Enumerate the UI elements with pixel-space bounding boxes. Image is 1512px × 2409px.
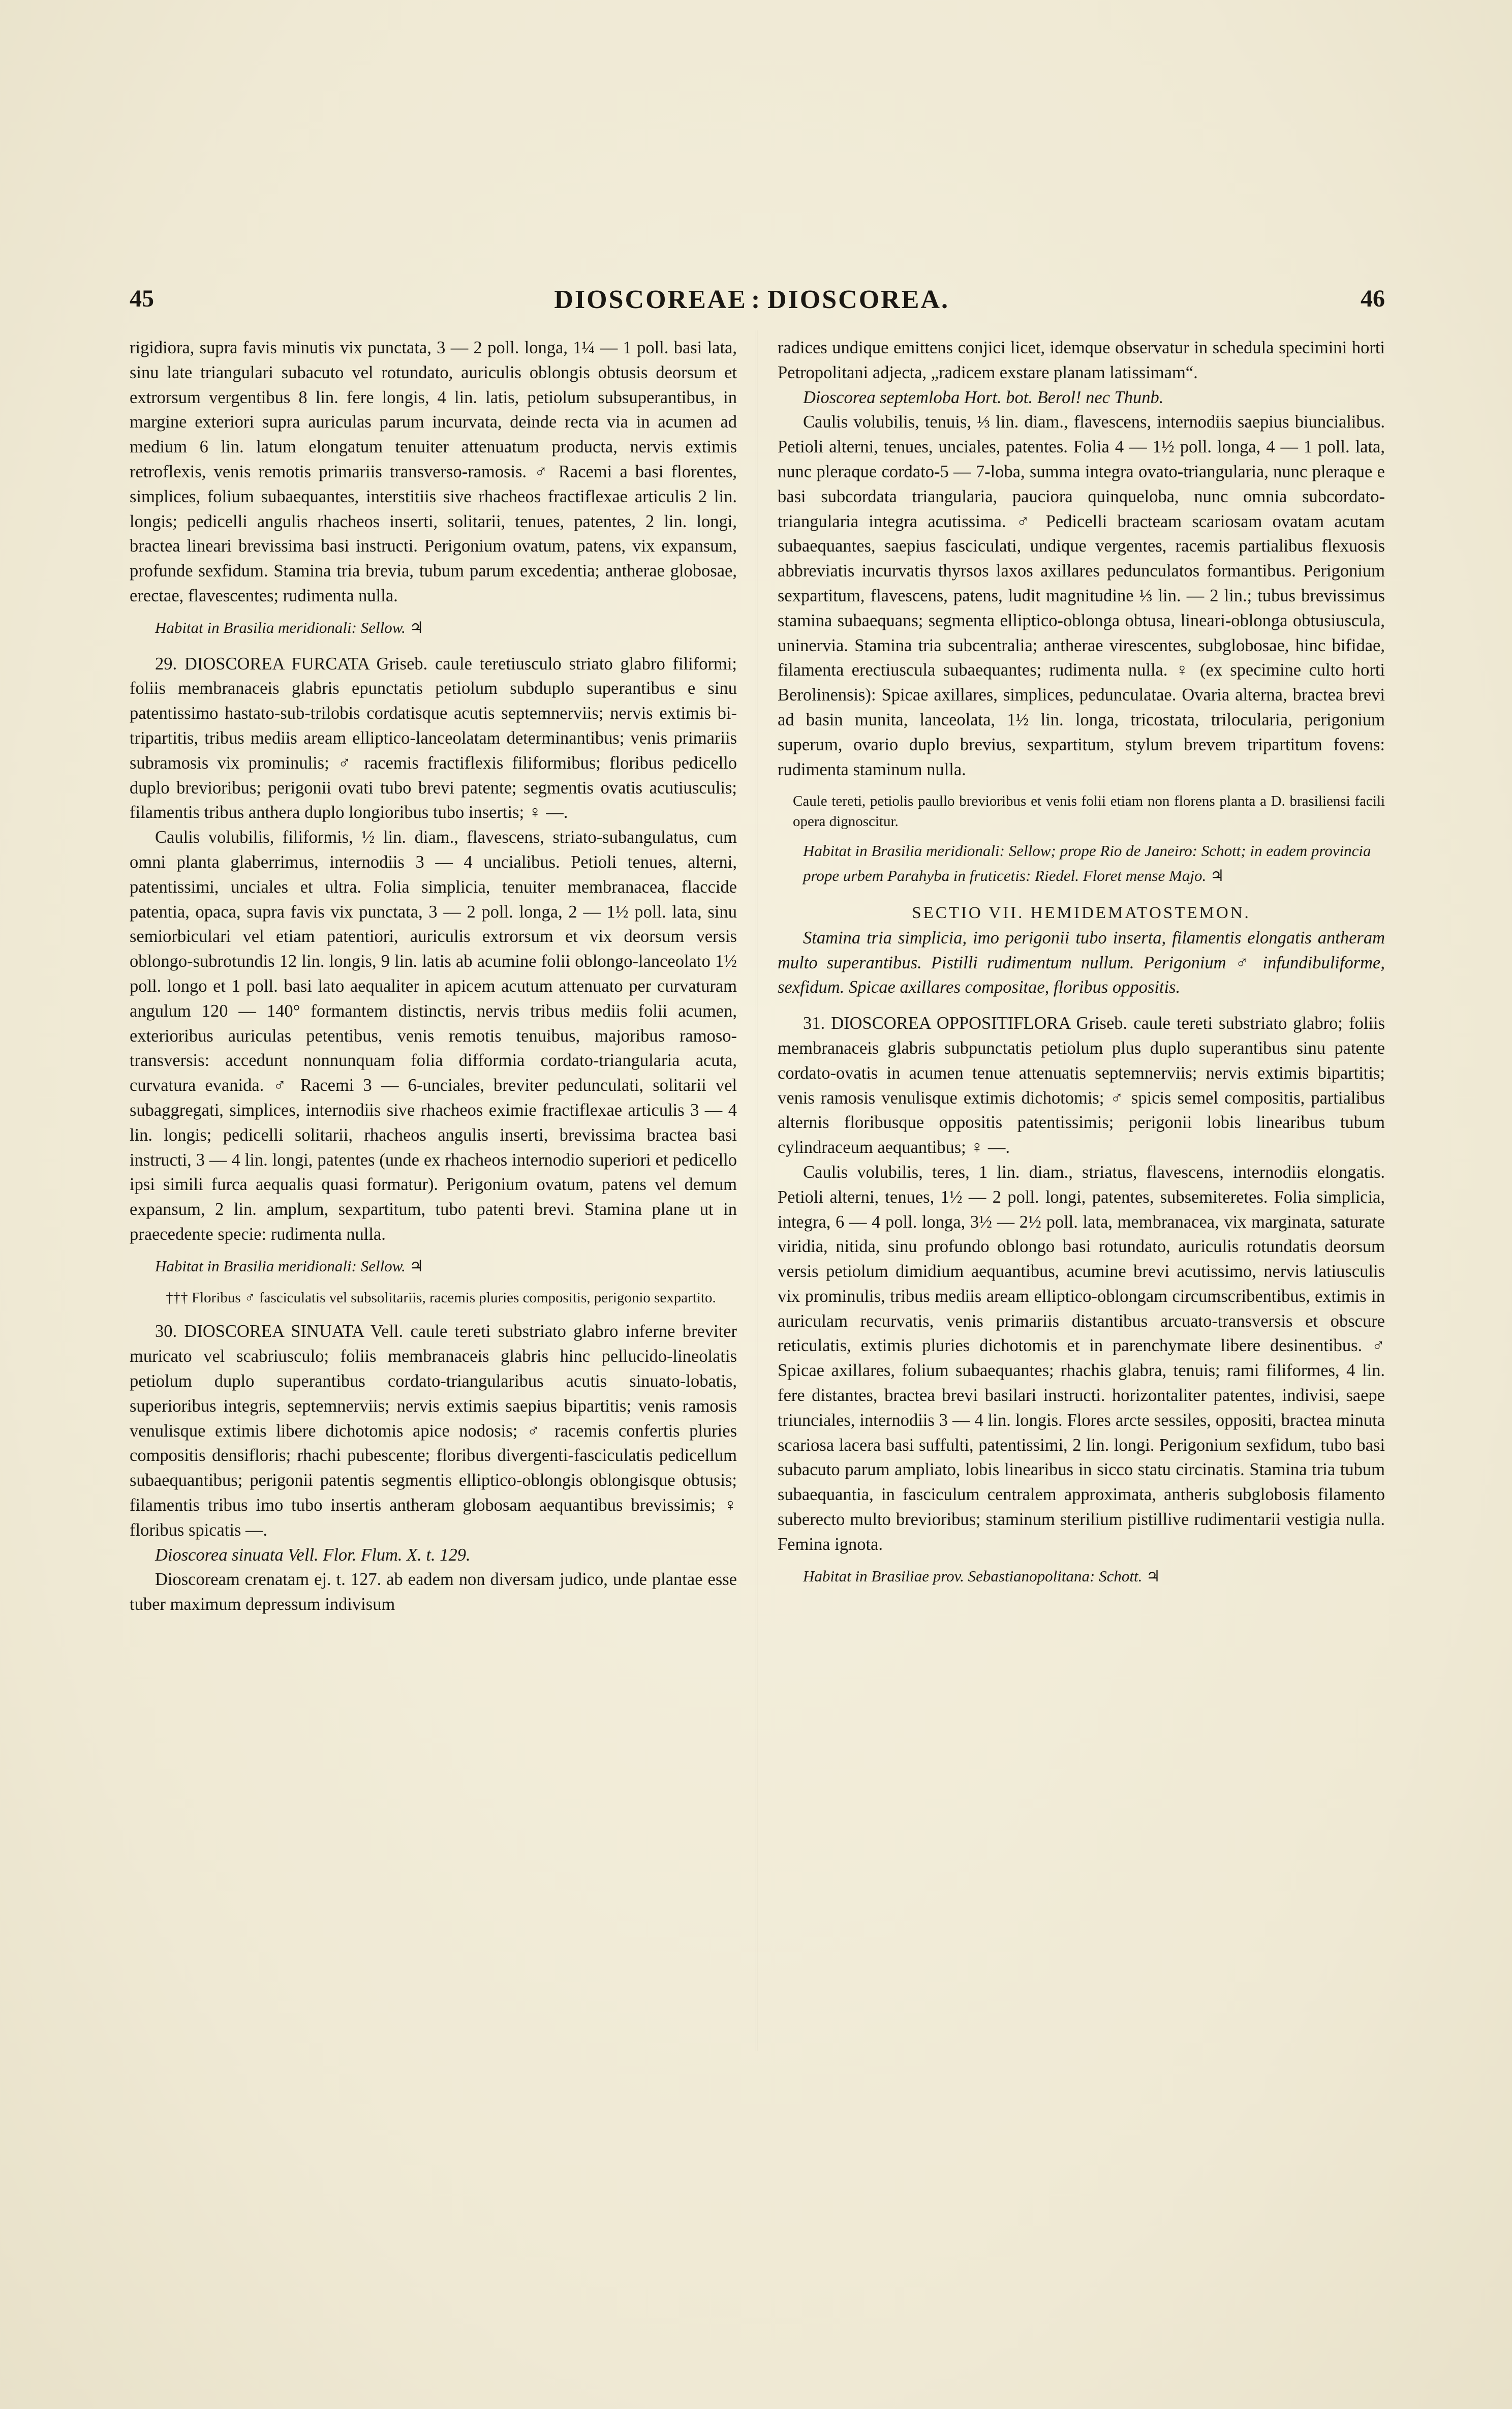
synonym-line: Dioscorea sinuata Vell. Flor. Flum. X. t. 129. xyxy=(155,1545,471,1565)
habitat-line: Habitat in Brasilia meridionali: Sellow. ♃ xyxy=(155,618,424,636)
species-diagnosis-30: 30. DIOSCOREA SINUATA Vell. caule tereti substriato glabro inferne breviter muricato vel scabriusculo; foliis membranaceis glabris hinc pellucido-lineolatis petiolum duplo superantibus cordato-triangularibus acutis sinuato-lobatis, superioribus integris, septemnerviis; nervis extimis saepius bipartitis; venis ramosis venulisque extimis libere dichotomis apice nodosis; ♂ racemis confertis pluries compositis densifloris; rhachi pubescente; floribus divergenti-fasciculatis pedicellum subaequantibus; perigonii patentis segmentis elliptico-oblongis oblongisque obtusis; filamentis tribus imo tubo insertis antheram globosam aequantibus brevissimis; ♀ floribus spicatis —. xyxy=(130,1322,737,1540)
diagnostic-note: Caule tereti, petiolis paullo brevioribus et venis folii etiam non florens planta a D. brasiliensi facili opera dignoscitur. xyxy=(793,793,1385,830)
species-description-31: Caulis volubilis, teres, 1 lin. diam., striatus, flavescens, internodiis elongatis. Petioli alterni, tenues, 1½ — 2 poll. longi, patentes, subsemiteretes. Folia simplicia, integra, 6 — 4 poll. longa, 3½ — 2½ poll. lata, membranacea, vix marginata, saturate viridia, nitida, sinu profundo oblongo basi rotundato, auriculis rotundatis deorsum versis petiolum dimidium aequantibus, acumine brevi acutissimo, nervis latiusculis vix prominulis, tribus mediis aream elliptico-oblongam circumscribentibus, extimis in auriculam recurvatis, venis primariis distantibus arcuato-transversis et obscure reticulatis, extimis pluries dichotomis et in parenchymate libere desinentibus. ♂ Spicae axillares, folium subaequantes; rhachis glabra, tenuis; rami filiformes, 4 lin. fere distantes, bractea brevi basilari instructi. horizontaliter patentes, indivisi, saepe triunciales, internodiis 3 — 4 lin. longis. Flores arcte sessiles, oppositi, bractea minuta scariosa lacera basi suffulti, patentissimi, 2 lin. longi. Perigonium sexfidum, tubo basi subacuto parum ampliato, lobis linearibus in sicco statu circinatis. Stamina tria tubum subaequantia, in fasciculum centralem approximata, antheris subglobosis filamento suberecto multo brevioribus; staminum sterilium pistillive rudimentarii vestigia nulla. Femina ignota. xyxy=(778,1162,1385,1554)
habitat-line: Habitat in Brasiliae prov. Sebastianopolitana: Schott. ♃ xyxy=(803,1567,1160,1585)
page-number-left: 45 xyxy=(130,285,154,312)
species-diagnosis-31: 31. DIOSCOREA OPPOSITIFLORA Griseb. caule tereti substriato glabro; foliis membranaceis glabris subpunctatis petiolum plus duplo superantibus sinu patente cordato-ovatis in acumen tenue attenuatis septemnerviis; nervis extimis bipartitis; venis ramosis venulisque extimis dichotomis; ♂ spicis semel compositis, partialibus alternis floribusque oppositis patentissimis; perigonii lobis linearibus tubum cylindraceum aequantibus; ♀ —. xyxy=(778,1014,1385,1157)
left-column xyxy=(130,336,737,1617)
synonym-line: Dioscorea septemloba Hort. bot. Berol! nec Thunb. xyxy=(803,387,1164,407)
species-description-30: Caulis volubilis, tenuis, ⅓ lin. diam., flavescens, internodiis saepius biuncialibus. Petioli alterni, tenues, unciales, patentes. Folia 4 — 1½ poll. longa, 4 — 1 poll. lata, nunc pleraque cordato-5 — 7-loba, summa integra ovato-triangularia, nunc pleraque e basi subcordata triangularia, pauciora quinqueloba, nunc omnia subcordato-triangularia integra acutissima. ♂ Pedicelli bracteam scariosam ovatam acutam subaequantes, saepius fasciculati, undique vergentes, racemis partialibus flexuosis abbreviatis incurvatis thyrsos laxos axillares pedunculatos formantibus. Perigonium sexpartitum, flavescens, patens, ludit magnitudine ⅓ lin. — 2 lin.; tubus brevissimus stamina subaequans; segmenta elliptico-oblonga obtusa, lineari-oblonga obtusiuscula, uninervia. Stamina tria subcentralia; antherae virescentes, subglobosae, hinc bifidae, filamenta erectiuscula subaequantes; rudimenta nulla. ♀ (ex specimine culto horti Berolinensis): Spicae axillares, simplices, pedunculatae. Ovaria alterna, bractea brevi ad basin munita, lanceolata, 1½ lin. longa, tricostata, trilocularia, perigonium superum, ovario duplo brevius, sexpartitum, stylum brevem tripartitum fovens: rudimenta staminum nulla. xyxy=(778,412,1385,779)
header-separator: : xyxy=(751,285,760,314)
page-number-right: 46 xyxy=(1361,285,1385,312)
subgroup-heading: ††† Floribus ♂ fasciculatis vel subsolitariis, racemis pluries compositis, perigonio sexpartito. xyxy=(166,1290,716,1306)
right-column xyxy=(778,336,1385,1589)
section-description: Stamina tria simplicia, imo perigonii tubo inserta, filamentis elongatis antheram multo superantibus. Pistilli rudimentum nullum. Perigonium ♂ infundibuliforme, sexfidum. Spicae axillares compositae, floribus oppositis. xyxy=(778,928,1385,997)
running-header xyxy=(130,285,1385,325)
header-title-right: DIOSCOREA. xyxy=(767,285,949,314)
paragraph-continued: radices undique emittens conjici licet, idemque observatur in schedula specimini horti Petropolitani adjecta, „radicem exstare planam latissimam“. xyxy=(778,338,1385,382)
section-heading: SECTIO VII. HEMIDEMATOSTEMON. xyxy=(912,903,1251,922)
species-description-29: Caulis volubilis, filiformis, ½ lin. diam., flavescens, striato-subangulatus, cum omni planta glaberrimus, internodiis 3 — 4 uncialibus. Petioli tenues, alterni, patentissimi, unciales et ultra. Folia simplicia, tenuiter membranacea, flaccide patentia, opaca, supra favis vix punctata, 3 — 2 poll. longa, 2 — 1½ poll. lata, sinu semiorbiculari vel etiam patentiori, auriculis extrorsum et vix deorsum versis oblongo-subrotundis 12 lin. longis, 9 lin. latis ab acumine folii oblongo-lanceolato 1½ poll. longo et 1 poll. basi lato aequaliter in apicem acutum attenuato per curvaturam angulum 120 — 140° formantem distinctis, nervis tribus mediis folii acumen, exterioribus auriculas petentibus, venis remotis tenuibus, majoribus ramoso-transversis: accedunt nonnunquam folia difformia cordato-triangularia acuta, curvatura evanida. ♂ Racemi 3 — 6-unciales, breviter pedunculati, solitarii vel subaggregati, simplices, internodiis sive rhacheos eximie fractiflexae articulis 3 — 4 lin. longis; pedicelli solitarii, rhacheos angulis inserti, brevissima bractea basi instructi, 3 — 4 lin. longi, patentes (unde ex rhacheos internodio superiori et pedicello ipsi simili furca aequalis quasi formatur). Perigonium ovatum, patens vel demum expansum, 2 lin. amplum, sexpartitum, tubo patenti brevi. Stamina plane ut in praecedente specie: rudimenta nulla. xyxy=(130,828,737,1244)
column-divider xyxy=(756,330,757,2051)
header-title-left: DIOSCOREAE xyxy=(554,285,747,314)
paragraph-synonym-note: Dioscoream crenatam ej. t. 127. ab eadem non diversam judico, unde plantae esse tuber maximum depressum indivisum xyxy=(130,1570,737,1614)
paragraph-continued: rigidiora, supra favis minutis vix punctata, 3 — 2 poll. longa, 1¼ — 1 poll. basi lata, sinu late triangulari subacuto vel rotundato, auriculis oblongis obtusis deorsum et extrorsum vergentibus 8 lin. fere longis, 4 lin. latis, petiolum subsuperantibus, in margine exteriori supra auriculas parum incurvata, deinde recta via in acumen ad medium 6 lin. latum elongatum tenuiter attenuatum producta, nervis extimis retroflexis, venis remotis primariis transverso-ramosis. ♂ Racemi a basi florentes, simplices, folium subaequantes, interstitiis sive rhacheos fractiflexae articulis 2 lin. longis; pedicelli angulis rhacheos inserti, solitarii, tenues, patentes, 2 lin. longi, bractea lineari brevissima basi instructi. Perigonium ovatum, patens, vix expansum, profunde sexfidum. Stamina tria brevia, tubum parum excedentia; antherae globosae, erectae, flavescentes; rudimenta nulla. xyxy=(130,338,737,605)
habitat-line: Habitat in Brasilia meridionali: Sellow; prope Rio de Janeiro: Schott; in eadem provincia prope urbem Parahyba in fruticetis: Riedel. Floret mense Majo. ♃ xyxy=(803,842,1371,885)
habitat-line: Habitat in Brasilia meridionali: Sellow. ♃ xyxy=(155,1257,424,1275)
species-diagnosis-29: 29. DIOSCOREA FURCATA Griseb. caule teretiusculo striato glabro filiformi; foliis membranaceis glabris epunctatis petiolum subduplo superantibus e sinu patentissimo hastato-sub-trilobis cordatisque acutis septemnerviis; nervis extimis bi-tripartitis, tribus mediis aream elliptico-lanceolatam determinantibus; venis primariis subramosis vix prominulis; ♂ racemis fractiflexis filiformibus; floribus pedicello duplo brevioribus; perigonii ovati tubo brevi patente; segmentis ovatis acutiusculis; filamentis tribus anthera duplo longioribus tubo insertis; ♀ —. xyxy=(130,654,737,822)
